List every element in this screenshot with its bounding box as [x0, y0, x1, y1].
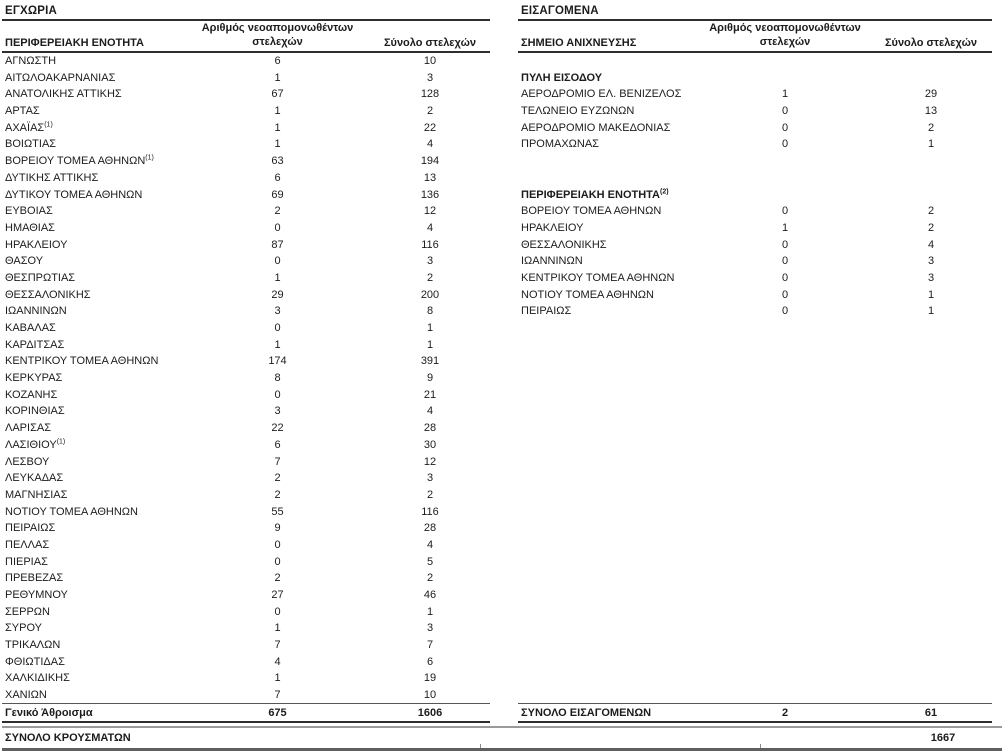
- table-row: [518, 220, 992, 237]
- total-strains-value: 21: [423, 388, 437, 401]
- domestic-table-title: ΕΓΧΩΡΙΑ: [2, 4, 490, 21]
- new-strains-value: 67: [271, 88, 284, 101]
- column-header-new-strains-line2: στελεχών: [252, 36, 303, 48]
- total-strains-value: 200: [420, 288, 440, 301]
- new-strains-value: 69: [271, 188, 284, 201]
- new-strains-value: 1: [274, 271, 281, 284]
- new-strains-value: 2: [274, 572, 281, 585]
- new-strains-value: 0: [274, 555, 281, 568]
- spacer-row: [518, 170, 992, 187]
- table-row: [2, 203, 490, 220]
- total-strains-value: 128: [420, 88, 440, 101]
- total-strains-value: 2: [927, 221, 935, 234]
- new-strains-value: 7: [274, 639, 281, 652]
- total-strains-value: 2: [927, 121, 935, 134]
- row-label: [518, 153, 700, 170]
- table-row: [2, 454, 490, 471]
- new-strains-value: 63: [271, 155, 284, 168]
- total-strains-value: 3: [927, 255, 935, 268]
- new-strains-value: [700, 187, 870, 204]
- table-row: [2, 53, 490, 70]
- new-strains-value: 0: [781, 205, 789, 218]
- table-row: [2, 403, 490, 420]
- table-row: [2, 504, 490, 521]
- total-strains-value: 1: [426, 338, 434, 351]
- new-strains-value: 0: [274, 221, 281, 234]
- new-strains-value: [700, 153, 870, 170]
- row-label: ΒΟΡΕΙΟΥ ΤΟΜΕΑ ΑΘΗΝΩΝ: [521, 205, 662, 218]
- total-strains-value: 116: [421, 238, 439, 251]
- row-label: ΒΟΙΩΤΙΑΣ: [5, 138, 57, 151]
- total-strains-value: 1: [927, 138, 935, 151]
- row-label: ΑΙΤΩΛΟΑΚΑΡΝΑΝΙΑΣ: [5, 71, 116, 84]
- total-strains-value: [870, 187, 992, 204]
- grand-total-row: [2, 726, 1002, 751]
- table-row: [518, 237, 992, 254]
- row-label: ΠΙΕΡΙΑΣ: [5, 555, 48, 568]
- table-row: [518, 203, 992, 220]
- domestic-table-panel: [2, 4, 490, 723]
- column-header-total-strains: Σύνολο στελεχών: [884, 37, 978, 49]
- new-strains-value: [700, 70, 870, 87]
- new-strains-value: 55: [271, 505, 284, 518]
- total-strains-value: 391: [420, 355, 440, 368]
- table-row: [2, 120, 490, 137]
- table-row: [518, 120, 992, 137]
- column-tick: [760, 744, 761, 748]
- total-strains-value: [870, 153, 992, 170]
- row-label: ΛΕΣΒΟΥ: [5, 455, 50, 468]
- row-label: ΘΕΣΠΡΩΤΙΑΣ: [5, 271, 76, 284]
- table-row: [2, 287, 490, 304]
- new-strains-value: [700, 53, 870, 70]
- row-label: ΣΕΡΡΩΝ: [5, 605, 50, 618]
- total-strains-value: 3: [426, 622, 434, 635]
- total-strains-value: 12: [423, 455, 437, 468]
- total-strains-value: 1: [927, 305, 935, 318]
- table-row: [2, 303, 490, 320]
- row-label: ΘΑΣΟΥ: [5, 255, 44, 268]
- new-strains-value: 22: [271, 422, 284, 435]
- table-row: [2, 670, 490, 687]
- total-strains-value: 2: [426, 105, 434, 118]
- total-strains-value: 194: [420, 155, 440, 168]
- total-strains-value: 3: [927, 271, 935, 284]
- total-strains-value: 4: [426, 138, 434, 151]
- row-label: ΠΡΕΒΕΖΑΣ: [5, 572, 64, 585]
- new-strains-value: 1: [274, 138, 281, 151]
- total-strains-value: 4: [426, 221, 434, 234]
- row-label: ΙΩΑΝΝΙΝΩΝ: [5, 305, 67, 318]
- total-strains-value: 19: [423, 672, 437, 685]
- new-strains-value: 0: [274, 538, 281, 551]
- row-label: ΒΟΡΕΙΟΥ ΤΟΜΕΑ ΑΘΗΝΩΝ$^{(1)}$: [5, 154, 154, 168]
- domestic-total-label: Γενικό Άθροισμα: [5, 707, 93, 719]
- new-strains-value: 87: [271, 238, 284, 251]
- footnote-marker: (1): [145, 154, 154, 162]
- total-strains-value: 6: [426, 655, 434, 668]
- table-row: [518, 136, 992, 153]
- grand-total-value: 1667: [930, 732, 956, 744]
- row-label: ΘΕΣΣΑΛΟΝΙΚΗΣ: [521, 238, 607, 251]
- new-strains-value: 7: [274, 455, 281, 468]
- total-strains-value: 1: [426, 605, 434, 618]
- row-label: ΛΕΥΚΑΔΑΣ: [5, 472, 64, 485]
- total-strains-value: 5: [426, 555, 434, 568]
- row-label: ΠΥΛΗ ΕΙΣΟΔΟΥ: [521, 71, 603, 84]
- total-strains-value: 2: [927, 205, 935, 218]
- new-strains-value: 4: [274, 655, 281, 668]
- total-strains-value: 10: [423, 55, 437, 67]
- row-label: ΚΑΒΑΛΑΣ: [5, 322, 56, 334]
- table-row: [2, 437, 490, 454]
- row-label: ΑΧΑΪΑΣ$^{(1)}$: [5, 121, 53, 134]
- new-strains-value: 1: [274, 672, 281, 685]
- table-row: [2, 270, 490, 287]
- footnote-marker: (2): [660, 187, 669, 195]
- new-strains-value: 1: [274, 622, 281, 635]
- row-label: ΙΩΑΝΝΙΝΩΝ: [521, 255, 583, 268]
- total-strains-value: 13: [423, 171, 437, 184]
- new-strains-value: 0: [781, 121, 789, 134]
- row-label: ΚΕΡΚΥΡΑΣ: [5, 372, 63, 385]
- imported-table-title: ΕΙΣΑΓΟΜΕΝΑ: [518, 4, 992, 21]
- total-strains-value: 116: [421, 505, 439, 518]
- row-label: ΕΥΒΟΙΑΣ: [5, 205, 53, 218]
- column-header-new-strains-line1: Αριθμός νεοαπομονωθέντων: [709, 22, 861, 34]
- total-strains-value: 29: [924, 88, 938, 101]
- table-row: [2, 237, 490, 254]
- row-label: ΚΟΡΙΝΘΙΑΣ: [5, 405, 65, 418]
- imported-table-header: [518, 21, 992, 53]
- new-strains-value: 0: [274, 605, 281, 618]
- table-row: [2, 370, 490, 387]
- table-row: [2, 620, 490, 637]
- column-header-region-unit: ΠΕΡΙΦΕΡΕΙΑΚΗ ΕΝΟΤΗΤΑ: [5, 37, 145, 49]
- table-row: [2, 470, 490, 487]
- spacer-row: [518, 53, 992, 70]
- row-label: ΠΕΙΡΑΙΩΣ: [521, 305, 572, 318]
- total-strains-value: 3: [426, 255, 434, 268]
- row-label: ΠΕΙΡΑΙΩΣ: [5, 522, 56, 535]
- total-strains-value: [870, 70, 992, 87]
- footnote-marker: (1): [44, 121, 53, 129]
- total-strains-value: 1: [927, 288, 935, 301]
- row-label: ΔΥΤΙΚΗΣ ΑΤΤΙΚΗΣ: [5, 171, 99, 184]
- new-strains-value: 0: [781, 271, 789, 284]
- imported-table-body: [518, 53, 992, 320]
- table-row: [2, 387, 490, 404]
- table-row: [2, 537, 490, 554]
- imported-table-panel: [518, 4, 992, 723]
- column-header-new-strains: [185, 21, 370, 51]
- table-row: [2, 70, 490, 87]
- table-row: [2, 353, 490, 370]
- new-strains-value: 6: [274, 171, 281, 184]
- new-strains-value: 174: [268, 355, 287, 368]
- total-strains-value: 46: [423, 589, 437, 601]
- table-row: [2, 187, 490, 204]
- new-strains-value: 6: [274, 438, 281, 451]
- total-strains-value: 2: [426, 572, 434, 585]
- table-row: [2, 604, 490, 621]
- total-strains-value: 8: [426, 305, 434, 318]
- table-row: [2, 153, 490, 170]
- domestic-total-row: [2, 703, 490, 723]
- total-strains-value: 7: [426, 639, 434, 652]
- new-strains-value: 0: [781, 105, 789, 118]
- new-strains-value: 3: [274, 405, 281, 418]
- row-label: ΠΕΡΙΦΕΡΕΙΑΚΗ ΕΝΟΤΗΤΑ$^{(2)}$: [521, 187, 669, 201]
- spacer-row: [518, 153, 992, 170]
- new-strains-value: [700, 170, 870, 187]
- table-row: [2, 487, 490, 504]
- new-strains-value: 0: [274, 322, 281, 334]
- total-strains-value: 13: [924, 105, 938, 118]
- total-strains-value: 4: [927, 238, 935, 251]
- new-strains-value: 1: [274, 71, 281, 84]
- total-strains-value: 3: [426, 71, 434, 84]
- new-strains-value: 1: [781, 88, 789, 101]
- new-strains-value: 27: [271, 589, 284, 601]
- imported-total-new-strains: 2: [781, 707, 789, 719]
- new-strains-value: 2: [274, 488, 281, 501]
- imported-total-label: ΣΥΝΟΛΟ ΕΙΣΑΓΟΜΕΝΩΝ: [521, 707, 652, 719]
- row-label: ΑΝΑΤΟΛΙΚΗΣ ΑΤΤΙΚΗΣ: [5, 88, 122, 101]
- table-row: [2, 136, 490, 153]
- total-strains-value: 136: [420, 188, 440, 201]
- total-strains-value: 9: [426, 372, 434, 385]
- total-strains-value: 10: [423, 689, 437, 702]
- column-header-total-strains: Σύνολο στελεχών: [383, 37, 477, 49]
- row-label: ΠΡΟΜΑΧΩΝΑΣ: [521, 138, 599, 151]
- row-label: ΚΕΝΤΡΙΚΟΥ ΤΟΜΕΑ ΑΘΗΝΩΝ: [521, 271, 675, 284]
- table-row: [2, 420, 490, 437]
- row-label: ΝΟΤΙΟΥ ΤΟΜΕΑ ΑΘΗΝΩΝ: [521, 288, 654, 301]
- table-row: [2, 103, 490, 120]
- row-label: ΚΑΡΔΙΤΣΑΣ: [5, 338, 65, 351]
- row-label: ΚΕΝΤΡΙΚΟΥ ΤΟΜΕΑ ΑΘΗΝΩΝ: [5, 355, 159, 368]
- footnote-marker: (1): [56, 438, 66, 446]
- new-strains-value: 1: [781, 221, 789, 234]
- domestic-table-body: [2, 53, 490, 704]
- total-strains-value: 30: [423, 438, 437, 451]
- new-strains-value: 9: [274, 522, 281, 535]
- domestic-table-header: [2, 21, 490, 53]
- row-label: ΑΓΝΩΣΤΗ: [5, 55, 57, 67]
- table-row: [2, 637, 490, 654]
- imported-total-strains: 61: [924, 707, 938, 719]
- new-strains-value: 2: [274, 205, 281, 218]
- column-tick: [480, 744, 481, 748]
- new-strains-value: 0: [274, 388, 281, 401]
- domestic-total-new-strains: 675: [268, 707, 287, 719]
- table-row: [518, 270, 992, 287]
- new-strains-value: 1: [274, 121, 281, 134]
- table-row: [518, 287, 992, 304]
- row-label: ΤΕΛΩΝΕΙΟ ΕΥΖΩΝΩΝ: [521, 105, 635, 118]
- table-row: [2, 554, 490, 571]
- row-label: ΘΕΣΣΑΛΟΝΙΚΗΣ: [5, 288, 91, 301]
- row-label: ΜΑΓΝΗΣΙΑΣ: [5, 488, 68, 501]
- row-label: ΑΡΤΑΣ: [5, 105, 40, 118]
- table-row: [2, 520, 490, 537]
- total-strains-value: 4: [426, 538, 434, 551]
- row-label: ΑΕΡΟΔΡΟΜΙΟ ΜΑΚΕΔΟΝΙΑΣ: [521, 121, 671, 134]
- section-header-row: [518, 187, 992, 204]
- total-strains-value: 12: [423, 205, 437, 218]
- total-strains-value: 3: [426, 472, 434, 485]
- new-strains-value: 0: [781, 288, 789, 301]
- row-label: ΝΟΤΙΟΥ ΤΟΜΕΑ ΑΘΗΝΩΝ: [5, 505, 138, 518]
- row-label: [518, 53, 700, 70]
- new-strains-value: 29: [271, 288, 284, 301]
- table-row: [2, 253, 490, 270]
- new-strains-value: 7: [274, 689, 281, 702]
- grand-total-label: ΣΥΝΟΛΟ ΚΡΟΥΣΜΑΤΩΝ: [5, 732, 131, 744]
- table-row: [2, 320, 490, 337]
- row-label: ΡΕΘΥΜΝΟΥ: [5, 589, 68, 601]
- new-strains-value: 1: [274, 338, 281, 351]
- table-row: [2, 170, 490, 187]
- total-strains-value: 4: [426, 405, 434, 418]
- total-strains-value: [870, 170, 992, 187]
- imported-total-row: [518, 703, 992, 723]
- row-label: [518, 170, 700, 187]
- new-strains-value: 0: [274, 255, 281, 268]
- total-strains-value: 28: [423, 522, 437, 535]
- row-label: ΧΑΛΚΙΔΙΚΗΣ: [5, 672, 70, 685]
- total-strains-value: 2: [426, 271, 434, 284]
- row-label: ΗΡΑΚΛΕΙΟΥ: [521, 221, 584, 234]
- table-row: [518, 303, 992, 320]
- column-header-new-strains-line1: Αριθμός νεοαπομονωθέντων: [201, 22, 354, 34]
- table-row: [2, 220, 490, 237]
- table-row: [2, 570, 490, 587]
- column-header-detection-point: ΣΗΜΕΙΟ ΑΝΙΧΝΕΥΣΗΣ: [521, 37, 637, 49]
- row-label: ΔΥΤΙΚΟΥ ΤΟΜΕΑ ΑΘΗΝΩΝ: [5, 188, 143, 201]
- column-header-new-strains: [700, 21, 870, 51]
- new-strains-value: 3: [274, 305, 281, 318]
- total-strains-value: 28: [423, 422, 437, 435]
- table-row: [2, 86, 490, 103]
- table-row: [518, 103, 992, 120]
- new-strains-value: 6: [274, 55, 281, 67]
- row-label: ΛΑΣΙΘΙΟΥ$^{(1)}$: [5, 438, 66, 451]
- column-header-new-strains-line2: στελεχών: [759, 36, 811, 48]
- row-label: ΦΘΙΩΤΙΔΑΣ: [5, 655, 65, 668]
- new-strains-value: 0: [781, 238, 789, 251]
- row-label: ΗΡΑΚΛΕΙΟΥ: [5, 238, 68, 251]
- table-row: [2, 337, 490, 354]
- total-strains-value: 2: [426, 488, 434, 501]
- row-label: ΣΥΡΟΥ: [5, 622, 43, 635]
- row-label: ΧΑΝΙΩΝ: [5, 689, 47, 702]
- table-row: [518, 253, 992, 270]
- row-label: ΠΕΛΛΑΣ: [5, 538, 50, 551]
- section-header-row: [518, 70, 992, 87]
- total-strains-value: [870, 53, 992, 70]
- row-label: ΚΟΖΑΝΗΣ: [5, 388, 58, 401]
- table-row: [2, 687, 490, 704]
- domestic-total-strains: 1606: [417, 707, 443, 719]
- new-strains-value: 8: [274, 372, 281, 385]
- row-label: ΗΜΑΘΙΑΣ: [5, 221, 55, 234]
- total-strains-value: 22: [423, 121, 437, 134]
- new-strains-value: 1: [274, 105, 281, 118]
- new-strains-value: 0: [781, 138, 789, 151]
- row-label: ΛΑΡΙΣΑΣ: [5, 422, 52, 435]
- new-strains-value: 0: [781, 305, 789, 318]
- row-label: ΑΕΡΟΔΡΟΜΙΟ ΕΛ. ΒΕΝΙΖΕΛΟΣ: [521, 88, 682, 101]
- new-strains-value: 0: [781, 255, 789, 268]
- table-row: [2, 587, 490, 604]
- table-row: [518, 86, 992, 103]
- new-strains-value: 2: [274, 472, 281, 485]
- table-row: [2, 654, 490, 671]
- total-strains-value: 1: [426, 322, 434, 334]
- row-label: ΤΡΙΚΑΛΩΝ: [5, 639, 61, 652]
